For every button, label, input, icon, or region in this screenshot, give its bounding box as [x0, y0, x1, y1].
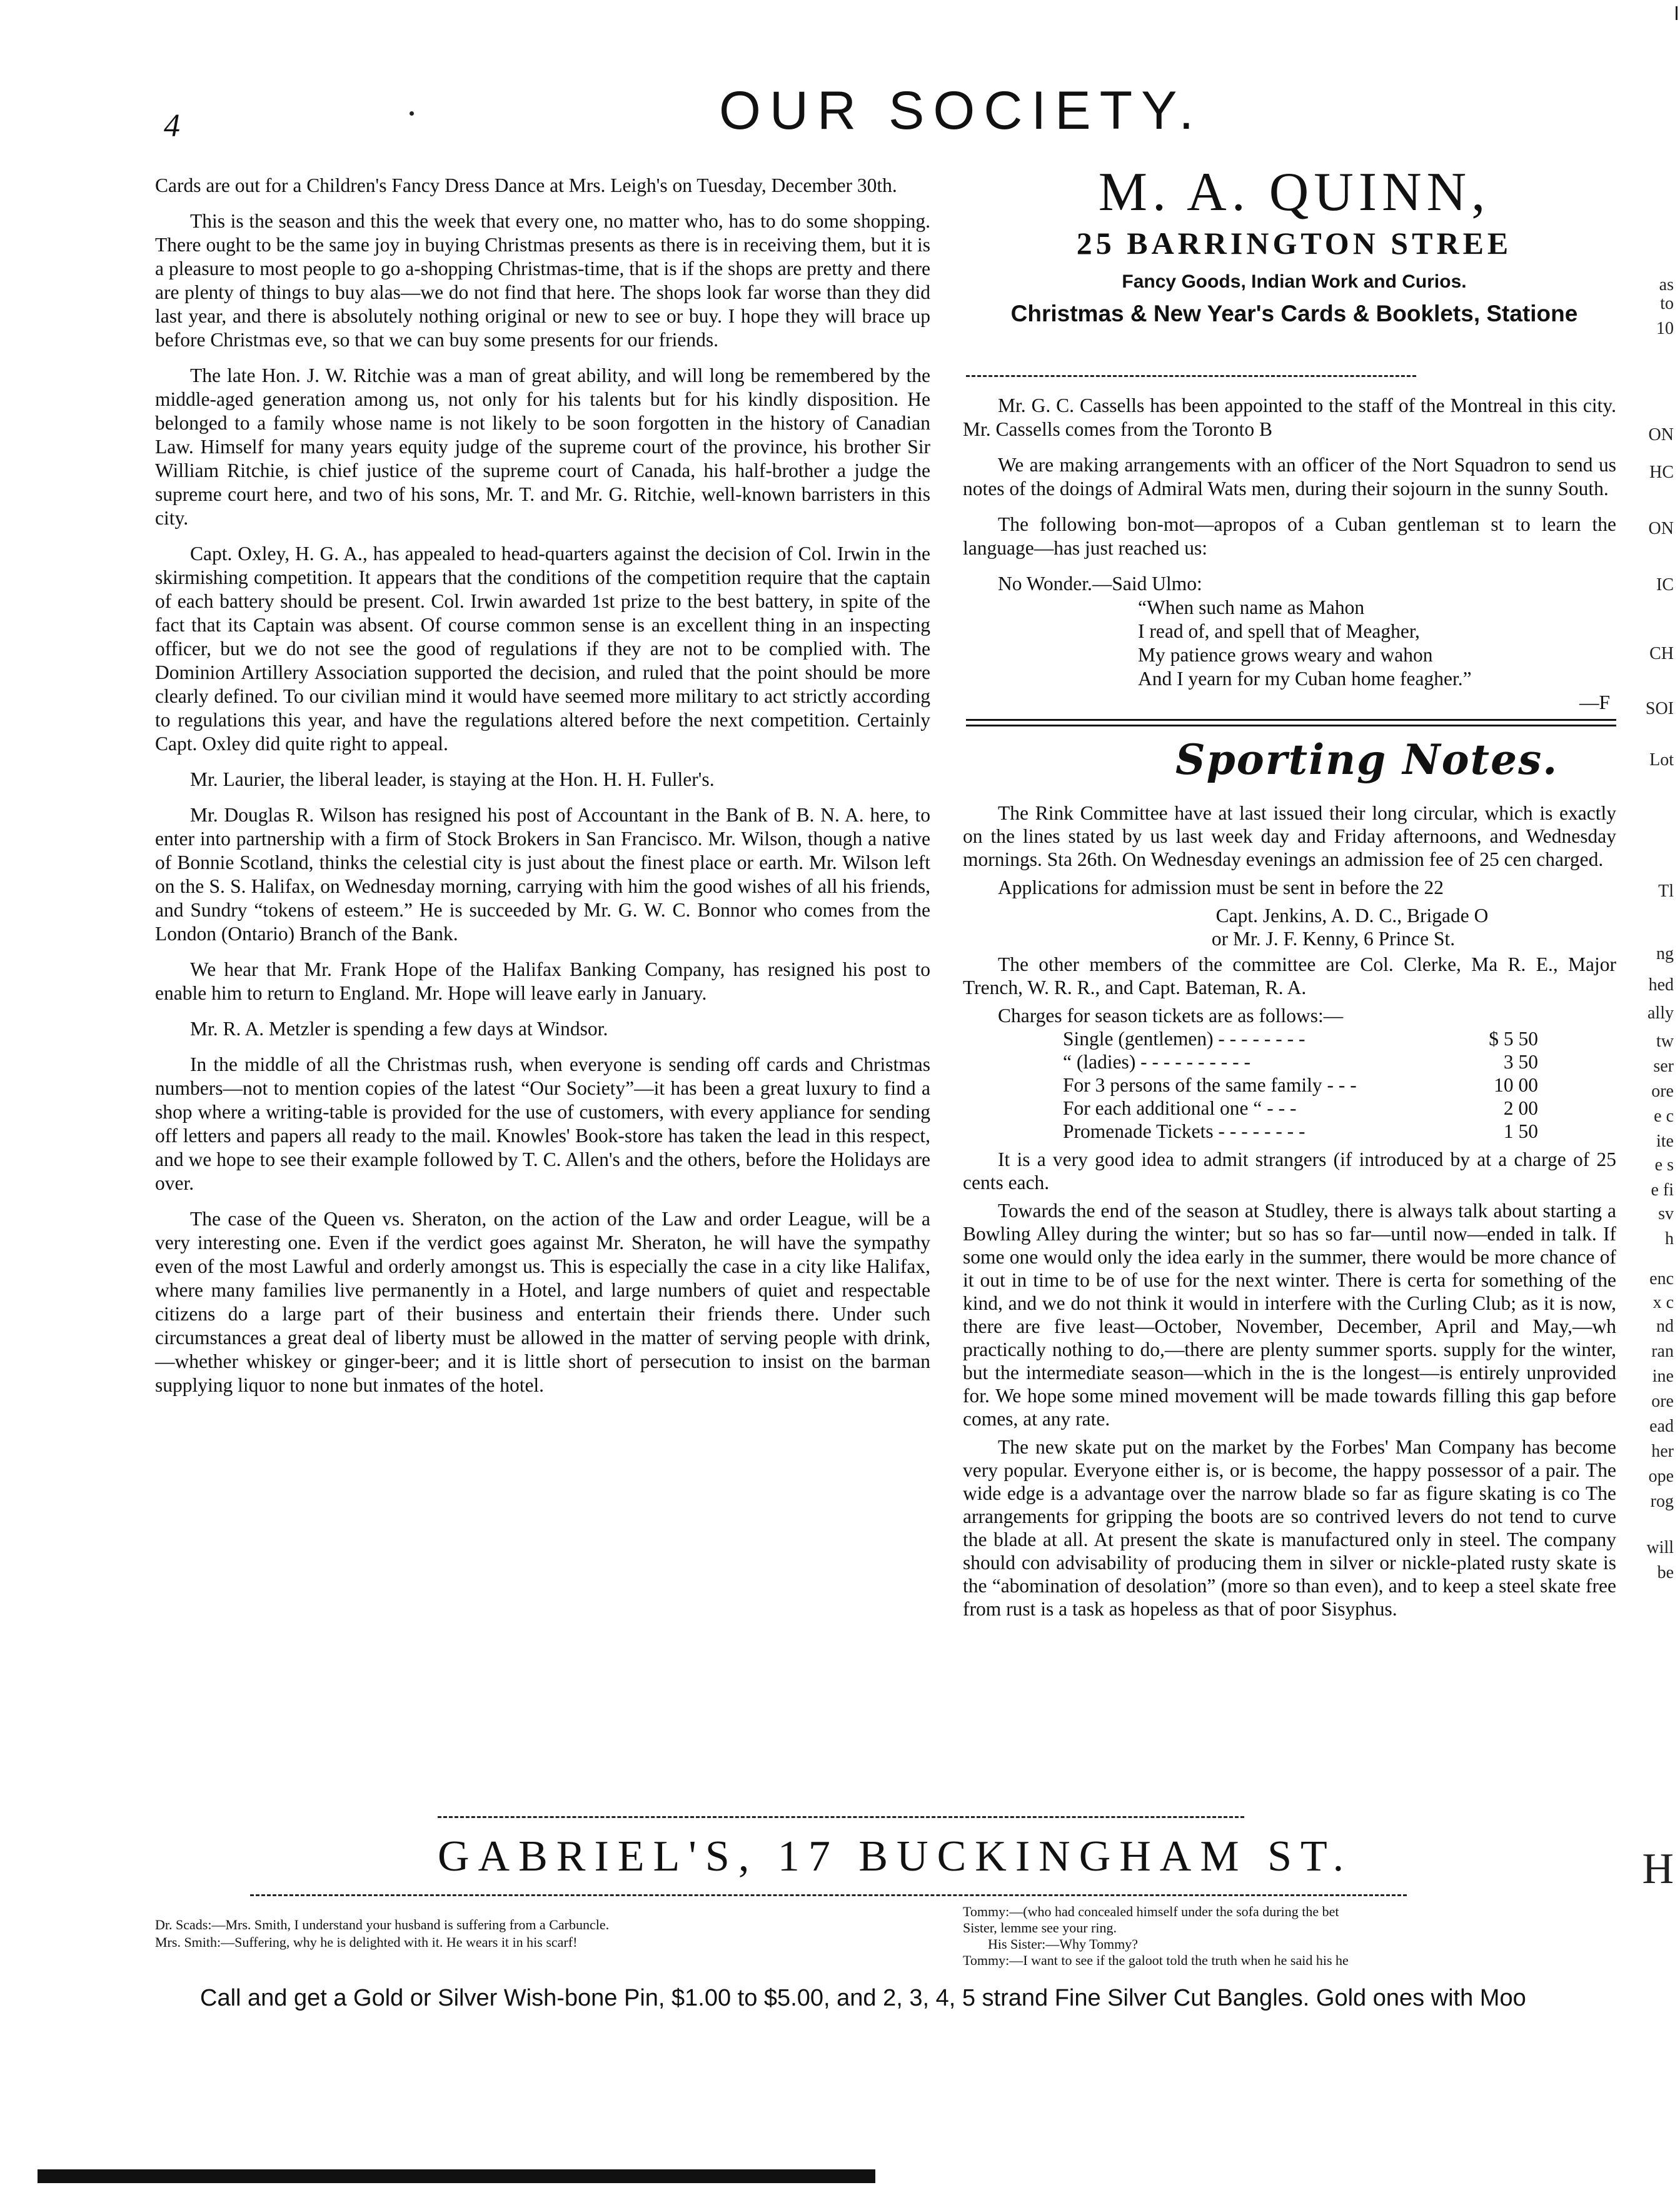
- corner-mark: [1669, 6, 1677, 20]
- verse-intro: No Wonder.—Said Ulmo:: [998, 573, 1202, 595]
- margin-fragment: x c: [1652, 1293, 1674, 1312]
- article-paragraph: The late Hon. J. W. Ritchie was a man of great ability, and will long be remembered by the middle-aged generation among us, not only for his talents but for his kindly disposition. He belonged to a family whose name is not likely to be soon forgotten in the history of Canadian Law. Himself for many years equity judge of the supreme court of the province, his brother Sir William Ritchie, is chief justice of the supreme court of Canada, his half-brother a judge the supreme court here, and two of his sons, Mr. T. and Mr. G. Ritchie, well-known barristers in this city.: [155, 364, 930, 529]
- sport-paragraph: The Rink Committee have at last issued their long circular, which is exactly on the lines stated by us last week day and Friday afternoons, and Wednesday mornings. Sta 26th. On Wednesday evenings an admission fee of 25 cen charged.: [963, 802, 1616, 870]
- left-column: [155, 174, 930, 1409]
- fee-label: For 3 persons of the same family - - -: [1063, 1074, 1357, 1096]
- divider: [438, 1816, 1244, 1818]
- fee-row: [1063, 1073, 1538, 1097]
- margin-fragment: 10: [1656, 319, 1674, 338]
- sport-paragraph: The other members of the committee are Col. Clerke, Ma R. E., Major Trench, W. R. R., and Capt. Bateman, R. A.: [963, 953, 1616, 998]
- sporting-notes-title: Sporting Notes.: [1175, 735, 1559, 784]
- quinn-advertisement: [963, 161, 1626, 330]
- margin-fragment: e s: [1654, 1155, 1674, 1175]
- verse-line: I read of, and spell that of Meagher,: [1138, 620, 1420, 642]
- margin-fragment: Lot: [1649, 750, 1674, 770]
- margin-fragment: ON: [1648, 425, 1674, 445]
- fee-amount: 2 00: [1503, 1097, 1538, 1119]
- margin-fragment: rog: [1650, 1492, 1674, 1511]
- margin-fragment: ead: [1649, 1417, 1674, 1436]
- margin-fragment: ite: [1656, 1132, 1674, 1151]
- margin-fragment: ine: [1652, 1367, 1674, 1386]
- fee-row: [1063, 1120, 1538, 1143]
- verse: [963, 572, 1616, 715]
- margin-fragment: sv: [1658, 1204, 1674, 1223]
- joke-line: Mrs. Smith:—Suffering, why he is delighted with it. He wears it in his scarf!: [155, 1934, 578, 1950]
- fee-row: [1063, 1027, 1538, 1050]
- margin-fragment: SOI: [1645, 699, 1674, 718]
- margin-fragment: e c: [1654, 1107, 1674, 1126]
- article-paragraph: This is the season and this the week that every one, no matter who, has to do some shopping. There ought to be the same joy in buying Christmas presents as there is in receiving them, but it is a pleasure to most people to go a-shopping Christmas-time, that is if the shops are pretty and there are plenty of things to buy alas—we do not find that here. The shops look far worse than they did last year, and there is absolutely nothing original or new to see or buy. I hope they will brace up before Christmas eve, so that we can buy some presents for our friends.: [155, 210, 930, 351]
- verse-line: And I yearn for my Cuban home feagher.”: [1138, 668, 1472, 690]
- fee-amount: 1 50: [1503, 1120, 1538, 1142]
- joke-line: Tommy:—I want to see if the galoot told the truth when he said his he: [963, 1952, 1349, 1968]
- fee-amount: 10 00: [1494, 1074, 1538, 1096]
- joke-line: Tommy:—(who had concealed himself under the sofa during the bet: [963, 1904, 1339, 1919]
- margin-fragment: as: [1659, 275, 1674, 294]
- margin-fragment: HC: [1649, 463, 1674, 482]
- verse-line: My patience grows weary and wahon: [1138, 644, 1433, 666]
- gabriel-ad-title: GABRIEL'S, 17 BUCKINGHAM ST.: [438, 1832, 1353, 1881]
- margin-fragment: H: [1642, 1845, 1674, 1893]
- article-paragraph: We hear that Mr. Frank Hope of the Halifax Banking Company, has resigned his post to enable him to return to England. Mr. Hope will leave early in January.: [155, 958, 930, 1004]
- margin-fragment: IC: [1656, 575, 1674, 595]
- margin-fragment: enc: [1649, 1269, 1674, 1288]
- margin-fragment: ore: [1651, 1082, 1674, 1101]
- sport-paragraph: The new skate put on the market by the Forbes' Man Company has become very popular. Everyone either is, or is become, the happy possessor of a pair. The wide edge is a advantage over the narrow blade so far as figure skating is co The arrangements for gripping the boots are so contrived levers do not tend to curve the blade at all. At present the skate is manufactured only in steel. The company should con advisability of producing them in silver or nickle-plated rusty skate is the “abomination of desolation” (more so than even), and to keep a steel skate free from rust is a task as hopeless as that of poor Sisyphus.: [963, 1436, 1616, 1620]
- ad-address: 25 BARRINGTON STREE: [1076, 226, 1512, 261]
- masthead: OUR SOCIETY.: [719, 81, 1203, 141]
- margin-fragment: h: [1665, 1229, 1674, 1248]
- ad-goods: Fancy Goods, Indian Work and Curios.: [1122, 271, 1467, 292]
- fee-row: [1063, 1097, 1538, 1120]
- divider: [250, 1894, 1407, 1896]
- sporting-notes: [963, 801, 1616, 1625]
- margin-fragment: ng: [1656, 944, 1674, 963]
- fee-row: [1063, 1050, 1538, 1073]
- sport-contact: Capt. Jenkins, A. D. C., Brigade O: [1215, 905, 1489, 927]
- verse-signature: —F: [1579, 691, 1610, 713]
- notes-section: [963, 394, 1616, 715]
- note-paragraph: We are making arrangements with an officer of the Nort Squadron to send us notes of the doings of Admiral Wats men, during their sojourn in the sunny South.: [963, 454, 1616, 500]
- page-number: 4: [164, 108, 180, 144]
- margin-fragment: e fi: [1651, 1180, 1674, 1200]
- margin-fragment: hed: [1648, 975, 1674, 995]
- joke-right: [963, 1904, 1616, 1969]
- sport-paragraph: Towards the end of the season at Studley, there is always talk about starting a Bowling Alley during the winter; but so has so far—until now—ended in talk. If some one would only the idea early in the summer, there would be more chance of it out in time to be of use for the next winter. There is certa for something of the kind, and we do not think it would in interfere with the Curling Club; as it is now, there are five least—October, November, December, April and May,—wh practically nothing to do,—there are plenty summer sports. supply for the winter, but the intermediate season—which in the is the longest—is entirely unprovided for. We hope some mined movement will be made towards filling this gap before comes, at any rate.: [963, 1200, 1616, 1430]
- margin-fragment: ran: [1651, 1342, 1674, 1361]
- margin-fragment: ore: [1651, 1392, 1674, 1411]
- sport-paragraph: Applications for admission must be sent in before the 22: [998, 877, 1444, 898]
- article-paragraph: The case of the Queen vs. Sheraton, on the action of the Law and order League, will be a very interesting one. Even if the verdict goes against Mr. Sheraton, he will have the sympathy even of the most Lawful and orderly amongst us. This is especially the case in a city like Halifax, where many families live permanently in a Hotel, and large numbers of quiet and respectable citizens do a large part of their business and entertain their friends there. Under such circumstances a great deal of liberty must be allowed in the matter of serving people with drink,—whether whiskey or ginger-beer; and it is little short of persecution to insist on the barman supplying liquor to none but inmates of the hotel.: [155, 1208, 930, 1396]
- verse-line: “When such name as Mahon: [1138, 596, 1365, 618]
- sport-paragraph: It is a very good idea to admit strangers (if introduced by at a charge of 25 cents each.: [963, 1148, 1616, 1193]
- margin-fragment: nd: [1656, 1317, 1674, 1336]
- sport-contact: or Mr. J. F. Kenny, 6 Prince St.: [1211, 928, 1456, 950]
- fee-label: “ (ladies) - - - - - - - - - -: [1063, 1051, 1250, 1073]
- fee-label: For each additional one “ - - -: [1063, 1097, 1297, 1119]
- joke-left: [155, 1916, 943, 1951]
- margin-fragment: CH: [1649, 644, 1674, 663]
- margin-fragment: tw: [1656, 1032, 1674, 1051]
- article-paragraph: Mr. Douglas R. Wilson has resigned his post of Accountant in the Bank of B. N. A. here, to enter into partnership with a firm of Stock Brokers in San Francisco. Mr. Wilson, though a native of Bonnie Scotland, thinks the celestial city is just about the finest place or earth. Mr. Wilson left on the S. S. Halifax, on Wednesday morning, carrying with him the good wishes of all his friends, and Sundry “tokens of esteem.” He is succeeded by Mr. G. W. C. Bonnor who comes from the London (Ontario) Branch of the Bank.: [155, 804, 930, 945]
- article-paragraph: Capt. Oxley, H. G. A., has appealed to head-quarters against the decision of Col. Irwin in the skirmishing competition. It appears that the conditions of the competition require that the captain of each battery should be present. Col. Irwin awarded 1st prize to the best battery, in spite of the fact that its Captain was absent. Of course common sense is an excellent thing in an inspecting officer, but we do not see the good of regulations if they are not to be complied with. The Dominion Artillery Association supported the decision, and ruled that the point should be more clearly defined. To our civilian mind it would have seemed more military to act strictly according to regulations this year, and have the regulations altered before the next competition. Certainly Capt. Oxley did quite right to appeal.: [155, 543, 930, 755]
- article-paragraph: Mr. Laurier, the liberal leader, is staying at the Hon. H. H. Fuller's.: [190, 768, 715, 790]
- margin-fragment: will: [1646, 1538, 1674, 1557]
- article-paragraph: Mr. R. A. Metzler is spending a few days at Windsor.: [190, 1018, 608, 1040]
- sport-charges-intro: Charges for season tickets are as follows:—: [998, 1005, 1344, 1027]
- joke-line: Dr. Scads:—Mrs. Smith, I understand your husband is suffering from a Carbuncle.: [155, 1917, 610, 1932]
- ornament-dot: [410, 111, 414, 116]
- ad-cards: Christmas & New Year's Cards & Booklets, Statione: [1010, 301, 1578, 326]
- article-paragraph: Cards are out for a Children's Fancy Dress Dance at Mrs. Leigh's on Tuesday, December 30th.: [155, 174, 897, 196]
- fee-amount: $ 5 50: [1489, 1028, 1538, 1050]
- margin-fragment: Tl: [1658, 882, 1674, 901]
- bottom-rule: [38, 2169, 875, 2183]
- divider: [966, 375, 1416, 377]
- margin-fragment: ser: [1653, 1057, 1674, 1076]
- margin-fragment: to: [1660, 294, 1674, 313]
- joke-line: Sister, lemme see your ring.: [963, 1920, 1117, 1936]
- fee-amount: 3 50: [1503, 1051, 1538, 1073]
- margin-fragment: ON: [1648, 519, 1674, 538]
- footer-advert-line: Call and get a Gold or Silver Wish-bone Pin, $1.00 to $5.00, and 2, 3, 4, 5 strand Fine Silver Cut Bangles. Gold ones with Moo: [200, 1985, 1526, 2011]
- margin-fragment: her: [1651, 1442, 1674, 1461]
- fee-label: Single (gentlemen) - - - - - - - -: [1063, 1028, 1305, 1050]
- note-paragraph: Mr. G. C. Cassells has been appointed to the staff of the Montreal in this city. Mr. Cassells comes from the Toronto B: [963, 394, 1616, 440]
- margin-fragment: be: [1657, 1563, 1674, 1582]
- ad-name: M. A. QUINN,: [1098, 162, 1491, 223]
- fee-label: Promenade Tickets - - - - - - - -: [1063, 1120, 1305, 1142]
- margin-fragment: ally: [1647, 1003, 1674, 1023]
- article-paragraph: In the middle of all the Christmas rush, when everyone is sending off cards and Christmas numbers—not to mention copies of the latest “Our Society”—it has been a great luxury to find a shop where a writing-table is provided for the use of customers, with every appliance for sending off letters and papers all ready to the mail. Knowles' Book-store has taken the lead in this respect, and we hope to see their example followed by T. C. Allen's and the others, before the Holidays are over.: [155, 1053, 930, 1194]
- joke-line: His Sister:—Why Tommy?: [988, 1936, 1139, 1952]
- fee-table: [1063, 1027, 1538, 1143]
- margin-fragment: ope: [1648, 1467, 1674, 1486]
- section-rule: [966, 719, 1616, 726]
- note-paragraph: The following bon-mot—apropos of a Cuban gentleman st to learn the language—has just reached us:: [963, 513, 1616, 559]
